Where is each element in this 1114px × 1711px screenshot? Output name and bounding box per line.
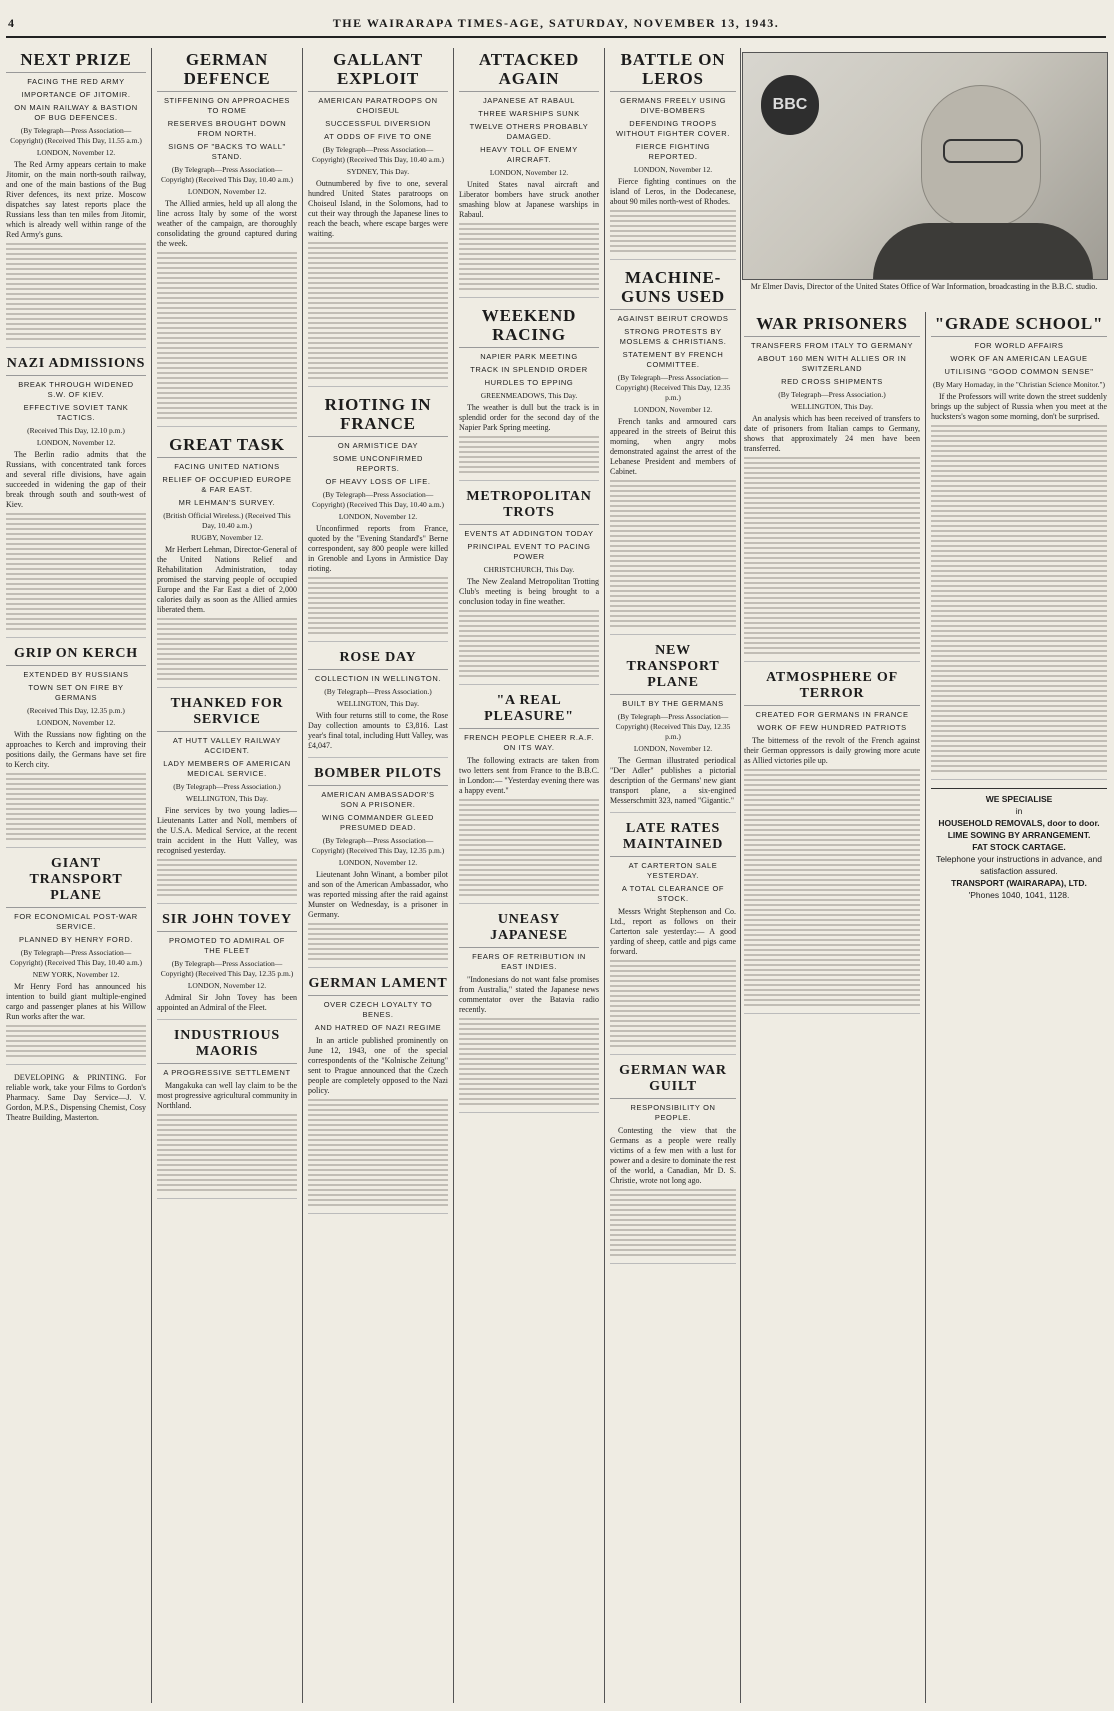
headline: "A REAL PLEASURE" — [459, 693, 599, 729]
text-lines — [744, 457, 920, 654]
article-text: Mr Henry Ford has announced his intention to build giant multiple-engined cargo and passenger planes at his Willow Run works after the war. — [6, 982, 146, 1021]
advert-line: FAT STOCK CARTAGE. — [972, 842, 1066, 852]
headline: UNEASY JAPANESE — [459, 912, 599, 948]
advert-line: LIME SOWING BY ARRANGEMENT. — [947, 830, 1091, 840]
story-great-task — [157, 435, 297, 688]
credit-line: (Received This Day, 12.10 p.m.) — [27, 426, 125, 435]
subheading: PRINCIPAL EVENT TO PACING POWER — [467, 542, 591, 561]
subheading: TOWN SET ON FIRE BY GERMANS — [28, 683, 124, 702]
subheading: OVER CZECH LOYALTY TO BENES. — [323, 1000, 433, 1019]
column-4 — [459, 48, 599, 1703]
credit-line: (By Mary Hornaday, in the "Christian Science Monitor.") — [932, 380, 1106, 389]
subheading: AT HUTT VALLEY RAILWAY ACCIDENT. — [172, 736, 282, 755]
story-late-rates-maintained — [610, 821, 736, 1055]
subheading: WORK OF FEW HUNDRED PATRIOTS — [757, 723, 907, 732]
subheading: SUCCESSFUL DIVERSION — [325, 119, 431, 128]
article-text: With the Russians now fighting on the approaches to Kerch and improving their positions daily, the Germans have set fire to Kerch city. — [6, 730, 146, 769]
story-industrious-maoris — [157, 1028, 297, 1199]
subheading: GERMANS FREELY USING DIVE-BOMBERS — [619, 96, 727, 115]
article-text: The Allied armies, held up all along the line across Italy by some of the worst weather of the campaign, are thoroughly consolidating the ground captured during the week. — [157, 199, 297, 248]
story-grade-school — [931, 314, 1107, 780]
story-uneasy-japanese — [459, 912, 599, 1113]
story-next-prize — [6, 50, 146, 348]
text-lines — [610, 480, 736, 627]
text-lines — [459, 436, 599, 473]
article-text: The following extracts are taken from two letters sent from France to the B.B.C. in London:— "Yesterday evening there was a happy event." — [459, 756, 599, 795]
dateline: SYDNEY, This Day. — [346, 167, 410, 176]
article-text: The Red Army appears certain to make Jitomir, on the main north-south railway, and one of the main bastions of the Bug River defences, its next prize. Moscow dispatches say latest reports place the Russians less than ten miles from Jitomir, which is already well within range of the Red Army's guns. — [6, 160, 146, 239]
subheading: IMPORTANCE OF JITOMIR. — [21, 90, 131, 99]
story-war-prisoners — [744, 314, 920, 662]
subheading: EFFECTIVE SOVIET TANK TACTICS. — [23, 403, 129, 422]
article-text: Contesting the view that the Germans as a people were really victims of a few men with a lust for power and a desire to dominate the rest of the world, a Canadian, Mr D. S. Christie, wrote not long ago. — [610, 1126, 736, 1185]
story-atmosphere-of-terror — [744, 670, 920, 1014]
subheading: AMERICAN AMBASSADOR'S SON A PRISONER. — [321, 790, 435, 809]
story-weekend-racing — [459, 306, 599, 481]
subheading: STIFFENING ON APPROACHES TO ROME — [163, 96, 291, 115]
headline: GRIP ON KERCH — [6, 646, 146, 666]
story-giant-transport-plane — [6, 856, 146, 1065]
story-machine-guns-used — [610, 268, 736, 635]
article-text: Fierce fighting continues on the island of Leros, in the Dodecanese, about 90 miles north-west of Rhodes. — [610, 177, 736, 206]
story-german-war-guilt — [610, 1063, 736, 1264]
subheading: THREE WARSHIPS SUNK — [478, 109, 580, 118]
article-text: Mangakuka can well lay claim to be the most progressive agricultural community in Northland. — [157, 1081, 297, 1110]
column-3 — [308, 48, 448, 1703]
headline: LATE RATES MAINTAINED — [610, 821, 736, 857]
dateline: LONDON, November 12. — [338, 512, 418, 521]
headline: THANKED FOR SERVICE — [157, 696, 297, 732]
article-text: "Indonesians do not want false promises from Australia," stated the Japanese news commentator over the Batavia radio recently. — [459, 975, 599, 1014]
dateline: WELLINGTON, This Day. — [336, 699, 420, 708]
dateline: LONDON, November 12. — [36, 148, 116, 157]
subheading: PLANNED BY HENRY FORD. — [18, 935, 134, 944]
story-a-real-pleasure — [459, 693, 599, 904]
story-new-transport-plane — [610, 643, 736, 813]
text-lines — [6, 243, 146, 340]
portrait-suit — [873, 223, 1093, 279]
subheading: SIGNS OF "BACKS TO WALL" STAND. — [168, 142, 286, 161]
subheading: HURDLES TO EPPING — [484, 378, 574, 387]
subheading: FIERCE FIGHTING REPORTED. — [635, 142, 711, 161]
subheading: NAPIER PARK MEETING — [480, 352, 578, 361]
subheading: RESERVES BROUGHT DOWN FROM NORTH. — [167, 119, 287, 138]
text-lines — [459, 799, 599, 896]
story-german-lament — [308, 976, 448, 1214]
subheading: DEFENDING TROOPS WITHOUT FIGHTER COVER. — [616, 119, 730, 138]
masthead — [6, 14, 1106, 38]
subheading: EXTENDED BY RUSSIANS — [23, 670, 129, 679]
article-text: Admiral Sir John Tovey has been appointed an Admiral of the Fleet. — [157, 993, 297, 1012]
subheading: TRANSFERS FROM ITALY TO GERMANY — [750, 341, 914, 350]
subheading: RED CROSS SHIPMENTS — [781, 377, 883, 386]
headline: GERMAN DEFENCE — [157, 50, 297, 92]
credit-line: (By Telegraph—Press Association—Copyright) (Received This Day, 12.35 p.m.) — [615, 712, 731, 741]
subheading: BREAK THROUGH WIDENED S.W. OF KIEV. — [18, 380, 134, 399]
dateline: WELLINGTON, This Day. — [790, 402, 874, 411]
headline: NEW TRANSPORT PLANE — [610, 643, 736, 695]
dateline: NEW YORK, November 12. — [32, 970, 120, 979]
dateline: GREENMEADOWS, This Day. — [480, 391, 578, 400]
story-nazi-admissions — [6, 356, 146, 638]
subheading: A TOTAL CLEARANCE OF STOCK. — [621, 884, 725, 903]
column-rule — [151, 48, 152, 1703]
dateline: LONDON, November 12. — [338, 858, 418, 867]
article-text: The New Zealand Metropolitan Trotting Club's meeting is being brought to a conclusion today in fine weather. — [459, 577, 599, 606]
column-rule — [453, 48, 454, 1703]
article-text: In an article published prominently on June 12, 1943, one of the special correspondents of the "Kolnische Zeitung" sent to Prague announced that the Czech people are completely opposed to the Nazi policy. — [308, 1036, 448, 1095]
headline: BOMBER PILOTS — [308, 766, 448, 786]
subheading: HEAVY TOLL OF ENEMY AIRCRAFT. — [480, 145, 578, 164]
dateline: LONDON, November 12. — [633, 165, 713, 174]
story-battle-on-leros — [610, 50, 736, 260]
masthead-title: THE WAIRARAPA TIMES-AGE, SATURDAY, NOVEMBER 13, 1943. — [332, 16, 780, 30]
article-text: An analysis which has been received of transfers to date of prisoners from Italian camps to Germany, shows that approximately 24 men have been transferred. — [744, 414, 920, 453]
text-lines — [308, 577, 448, 634]
subheading: ABOUT 160 MEN WITH ALLIES OR IN SWITZERLAND — [757, 354, 907, 373]
column-rule — [925, 312, 926, 1703]
subheading: STATEMENT BY FRENCH COMMITTEE. — [622, 350, 724, 369]
headline: GERMAN WAR GUILT — [610, 1063, 736, 1099]
photo-caption: Mr Elmer Davis, Director of the United States Office of War Information, broadcasting in the B.B.C. studio. — [750, 282, 1098, 291]
text-lines — [308, 242, 448, 379]
subheading: RELIEF OF OCCUPIED EUROPE & FAR EAST. — [162, 475, 292, 494]
article-text: Outnumbered by five to one, several hundred United States paratroops on Choiseul Island, in the Solomons, had to cut their way through the Japanese lines to reach the beach, where escape barges were waiting. — [308, 179, 448, 238]
text-lines — [157, 618, 297, 680]
credit-line: (By Telegraph—Press Association.) — [778, 390, 886, 399]
column-6 — [744, 312, 920, 1703]
article-text: French tanks and armoured cars appeared in the streets of Beirut this morning, when angry mobs demonstrated against the arrest of the Lebanese President and members of Cabinet. — [610, 417, 736, 476]
subheading: AT CARTERTON SALE YESTERDAY. — [628, 861, 718, 880]
article-text: Lieutenant John Winant, a bomber pilot and son of the American Ambassador, who was reported missing after the raid against Munster on Wednesday, is a prisoner in Germany. — [308, 870, 448, 919]
story-grip-on-kerch — [6, 646, 146, 848]
text-lines — [6, 1025, 146, 1057]
subheading: FACING THE RED ARMY — [27, 77, 125, 86]
dateline: LONDON, November 12. — [187, 187, 267, 196]
subheading: FOR WORLD AFFAIRS — [974, 341, 1064, 350]
text-lines — [308, 1099, 448, 1206]
credit-line: (By Telegraph—Press Association—Copyright) (Received This Day, 11.55 a.m.) — [10, 126, 142, 145]
photograph-elmer-davis — [742, 52, 1108, 280]
credit-line: (By Telegraph—Press Association—Copyright) (Received This Day, 12.35 p.m.) — [160, 959, 294, 978]
advert-line: in — [1015, 806, 1023, 816]
text-lines — [157, 252, 297, 419]
story-rioting-in-france — [308, 395, 448, 642]
article-text: The weather is dull but the track is in splendid order for the second day of the Napier Park Spring meeting. — [459, 403, 599, 432]
credit-line: (By Telegraph—Press Association.) — [324, 687, 432, 696]
headline: ATTACKED AGAIN — [459, 50, 599, 92]
advert-transport-wairarapa — [931, 788, 1107, 901]
credit-line: (By Telegraph—Press Association—Copyright) (Received This Day, 10.40 a.m.) — [9, 948, 143, 967]
text-lines — [744, 769, 920, 1006]
advert-line: Telephone your instructions in advance, and satisfaction assured. — [936, 854, 1102, 876]
story-sir-john-tovey — [157, 912, 297, 1020]
column-rule — [302, 48, 303, 1703]
column-rule — [740, 48, 741, 1703]
dateline: LONDON, November 12. — [36, 438, 116, 447]
headline: GERMAN LAMENT — [308, 976, 448, 996]
subheading: PROMOTED TO ADMIRAL OF THE FLEET — [169, 936, 285, 955]
subheading: FACING UNITED NATIONS — [174, 462, 280, 471]
text-lines — [157, 1114, 297, 1191]
headline: BATTLE ON LEROS — [610, 50, 736, 92]
text-lines — [6, 773, 146, 840]
headline: GIANT TRANSPORT PLANE — [6, 856, 146, 908]
spectacles — [943, 139, 1023, 163]
text-lines — [459, 223, 599, 290]
column-1 — [6, 48, 146, 1703]
advert-line: 'Phones 1040, 1041, 1128. — [968, 890, 1070, 900]
credit-line: (By Telegraph—Press Association—Copyright) (Received This Day, 10.40 a.m.) — [311, 145, 445, 164]
subheading: AT ODDS OF FIVE TO ONE — [324, 132, 432, 141]
article-text: The German illustrated periodical "Der Adler" publishes a pictorial description of the Germans' new giant transport plane, a six-engined Messerschmitt 323, named "Gigantic." — [610, 756, 736, 805]
headline: "GRADE SCHOOL" — [931, 314, 1107, 337]
text-lines — [931, 425, 1107, 772]
column-7 — [931, 312, 1107, 1703]
story-bomber-pilots — [308, 766, 448, 968]
subheading: FEARS OF RETRIBUTION IN EAST INDIES. — [472, 952, 586, 971]
subheading: RESPONSIBILITY ON PEOPLE. — [630, 1103, 716, 1122]
article-text: Messrs Wright Stephenson and Co. Ltd., report as follows on their Carterton sale yesterday:— A good yarding of sheep, cattle and pigs came forward. — [610, 907, 736, 956]
advert-line: WE SPECIALISE — [985, 794, 1053, 804]
headline: SIR JOHN TOVEY — [157, 912, 297, 932]
subheading: AGAINST BEIRUT CROWDS — [617, 314, 729, 323]
story-metropolitan-trots — [459, 489, 599, 685]
text-lines — [308, 923, 448, 960]
page-number: 4 — [8, 16, 14, 30]
article-text: With four returns still to come, the Rose Day collection amounts to £3,816. Last year's final total, including Hutt Valley, was £4,047. — [308, 711, 448, 750]
subheading: OF HEAVY LOSS OF LIFE. — [325, 477, 431, 486]
dateline: RUGBY, November 12. — [191, 533, 263, 542]
subheading: AND HATRED OF NAZI REGIME — [314, 1023, 442, 1032]
story-german-defence — [157, 50, 297, 427]
subheading: ON ARMISTICE DAY — [337, 441, 419, 450]
text-lines — [157, 859, 297, 896]
dateline: LONDON, November 12. — [489, 168, 569, 177]
credit-line: (By Telegraph—Press Association.) — [173, 782, 281, 791]
story-gallant-exploit — [308, 50, 448, 387]
text-lines — [610, 960, 736, 1047]
headline: RIOTING IN FRANCE — [308, 395, 448, 437]
text-lines — [459, 610, 599, 677]
subheading: TWELVE OTHERS PROBABLY DAMAGED. — [469, 122, 589, 141]
article-text: Mr Herbert Lehman, Director-General of the United Nations Relief and Rehabilitation Administration, today promised the starving people of occupied Europe and the Far East a diet of 2,000 calories daily as soon as the Allied armies liberated them. — [157, 545, 297, 614]
story-thanked-for-service — [157, 696, 297, 904]
bbc-microphone-logo: BBC — [761, 75, 819, 135]
headline: WAR PRISONERS — [744, 314, 920, 337]
subheading: WING COMMANDER GLEED PRESUMED DEAD. — [321, 813, 434, 832]
column-rule — [604, 48, 605, 1703]
column-2 — [157, 48, 297, 1703]
subheading: AMERICAN PARATROOPS ON CHOISEUL — [318, 96, 438, 115]
headline: ROSE DAY — [308, 650, 448, 670]
dateline: LONDON, November 12. — [633, 744, 713, 753]
subheading: BUILT BY THE GERMANS — [622, 699, 724, 708]
headline: WEEKEND RACING — [459, 306, 599, 348]
headline: GALLANT EXPLOIT — [308, 50, 448, 92]
subheading: TRACK IN SPLENDID ORDER — [470, 365, 588, 374]
subheading: EVENTS AT ADDINGTON TODAY — [464, 529, 594, 538]
story-rose-day — [308, 650, 448, 758]
dateline: LONDON, November 12. — [633, 405, 713, 414]
dateline: LONDON, November 12. — [187, 981, 267, 990]
subheading: MR LEHMAN'S SURVEY. — [178, 498, 276, 507]
subheading: FOR ECONOMICAL POST-WAR SERVICE. — [14, 912, 138, 931]
headline: MACHINE-GUNS USED — [610, 268, 736, 310]
dateline: CHRISTCHURCH, This Day. — [483, 565, 575, 574]
credit-line: (By Telegraph—Press Association—Copyright) (Received This Day, 10.40 a.m.) — [160, 165, 294, 184]
text-lines — [610, 1189, 736, 1256]
headline: ATMOSPHERE OF TERROR — [744, 670, 920, 706]
credit-line: (By Telegraph—Press Association—Copyright) (Received This Day, 12.35 p.m.) — [311, 836, 445, 855]
column-5 — [610, 48, 736, 1703]
article-text: Unconfirmed reports from France, quoted by the "Evening Standard's" Berne correspondent, say 800 people were killed in Grenoble and Lyons in Armistice Day rioting. — [308, 524, 448, 573]
credit-line: (Received This Day, 12.35 p.m.) — [27, 706, 125, 715]
advert-developing-printing: DEVELOPING & PRINTING. For reliable work, take your Films to Gordon's Pharmacy. Same Day Service—J. V. Gordon, M.P.S., Dispensing Chemist, Cosy Theatre Building, Masterton. — [6, 1073, 146, 1122]
subheading: WORK OF AN AMERICAN LEAGUE — [950, 354, 1088, 363]
headline: INDUSTRIOUS MAORIS — [157, 1028, 297, 1064]
article-text: The bitterness of the revolt of the French against their German oppressors is daily growing more acute as Allied victories pile up. — [744, 736, 920, 765]
subheading: LADY MEMBERS OF AMERICAN MEDICAL SERVICE. — [163, 759, 291, 778]
headline: METROPOLITAN TROTS — [459, 489, 599, 525]
subheading: FRENCH PEOPLE CHEER R.A.F. ON ITS WAY. — [464, 733, 594, 752]
advert-line: HOUSEHOLD REMOVALS, door to door. — [938, 818, 1100, 828]
text-lines — [6, 513, 146, 630]
subheading: STRONG PROTESTS BY MOSLEMS & CHRISTIANS. — [619, 327, 727, 346]
subheading: SOME UNCONFIRMED REPORTS. — [332, 454, 424, 473]
subheading: UTILISING "GOOD COMMON SENSE" — [944, 367, 1094, 376]
story-attacked-again — [459, 50, 599, 298]
subheading: JAPANESE AT RABAUL — [482, 96, 576, 105]
dateline: WELLINGTON, This Day. — [185, 794, 269, 803]
subheading: A PROGRESSIVE SETTLEMENT — [163, 1068, 291, 1077]
credit-line: (British Official Wireless.) (Received This Day, 10.40 a.m.) — [163, 511, 291, 530]
subheading: ON MAIN RAILWAY & BASTION OF BUG DEFENCES. — [14, 103, 138, 122]
article-text: Fine services by two young ladies—Lieutenants Latter and Noll, members of the U.S.A. Medical Service, at the recent train accident in the Hutt Valley, was recognised yesterday. — [157, 806, 297, 855]
subheading: COLLECTION IN WELLINGTON. — [314, 674, 442, 683]
headline: GREAT TASK — [157, 435, 297, 458]
dateline: LONDON, November 12. — [36, 718, 116, 727]
article-text: The Berlin radio admits that the Russians, with concentrated tank forces and several rifle divisions, have again succeeded in widening the gap of their break through south and south-west of Kiev. — [6, 450, 146, 509]
text-lines — [610, 210, 736, 252]
credit-line: (By Telegraph—Press Association—Copyright) (Received This Day, 10.40 a.m.) — [311, 490, 445, 509]
advert-line: TRANSPORT (WAIRARAPA), LTD. — [951, 878, 1087, 888]
article-text: If the Professors will write down the street suddenly brings up the subject of Russia when you meet at the hucksters's wagon some morning, don't be surprised. — [931, 392, 1107, 421]
credit-line: (By Telegraph—Press Association—Copyright) (Received This Day, 12.35 p.m.) — [615, 373, 731, 402]
subheading: CREATED FOR GERMANS IN FRANCE — [755, 710, 909, 719]
headline: NEXT PRIZE — [6, 50, 146, 73]
article-text: United States naval aircraft and Liberator bombers have struck another smashing blow at Japanese warships in Rabaul. — [459, 180, 599, 219]
text-lines — [459, 1018, 599, 1105]
headline: NAZI ADMISSIONS — [6, 356, 146, 376]
